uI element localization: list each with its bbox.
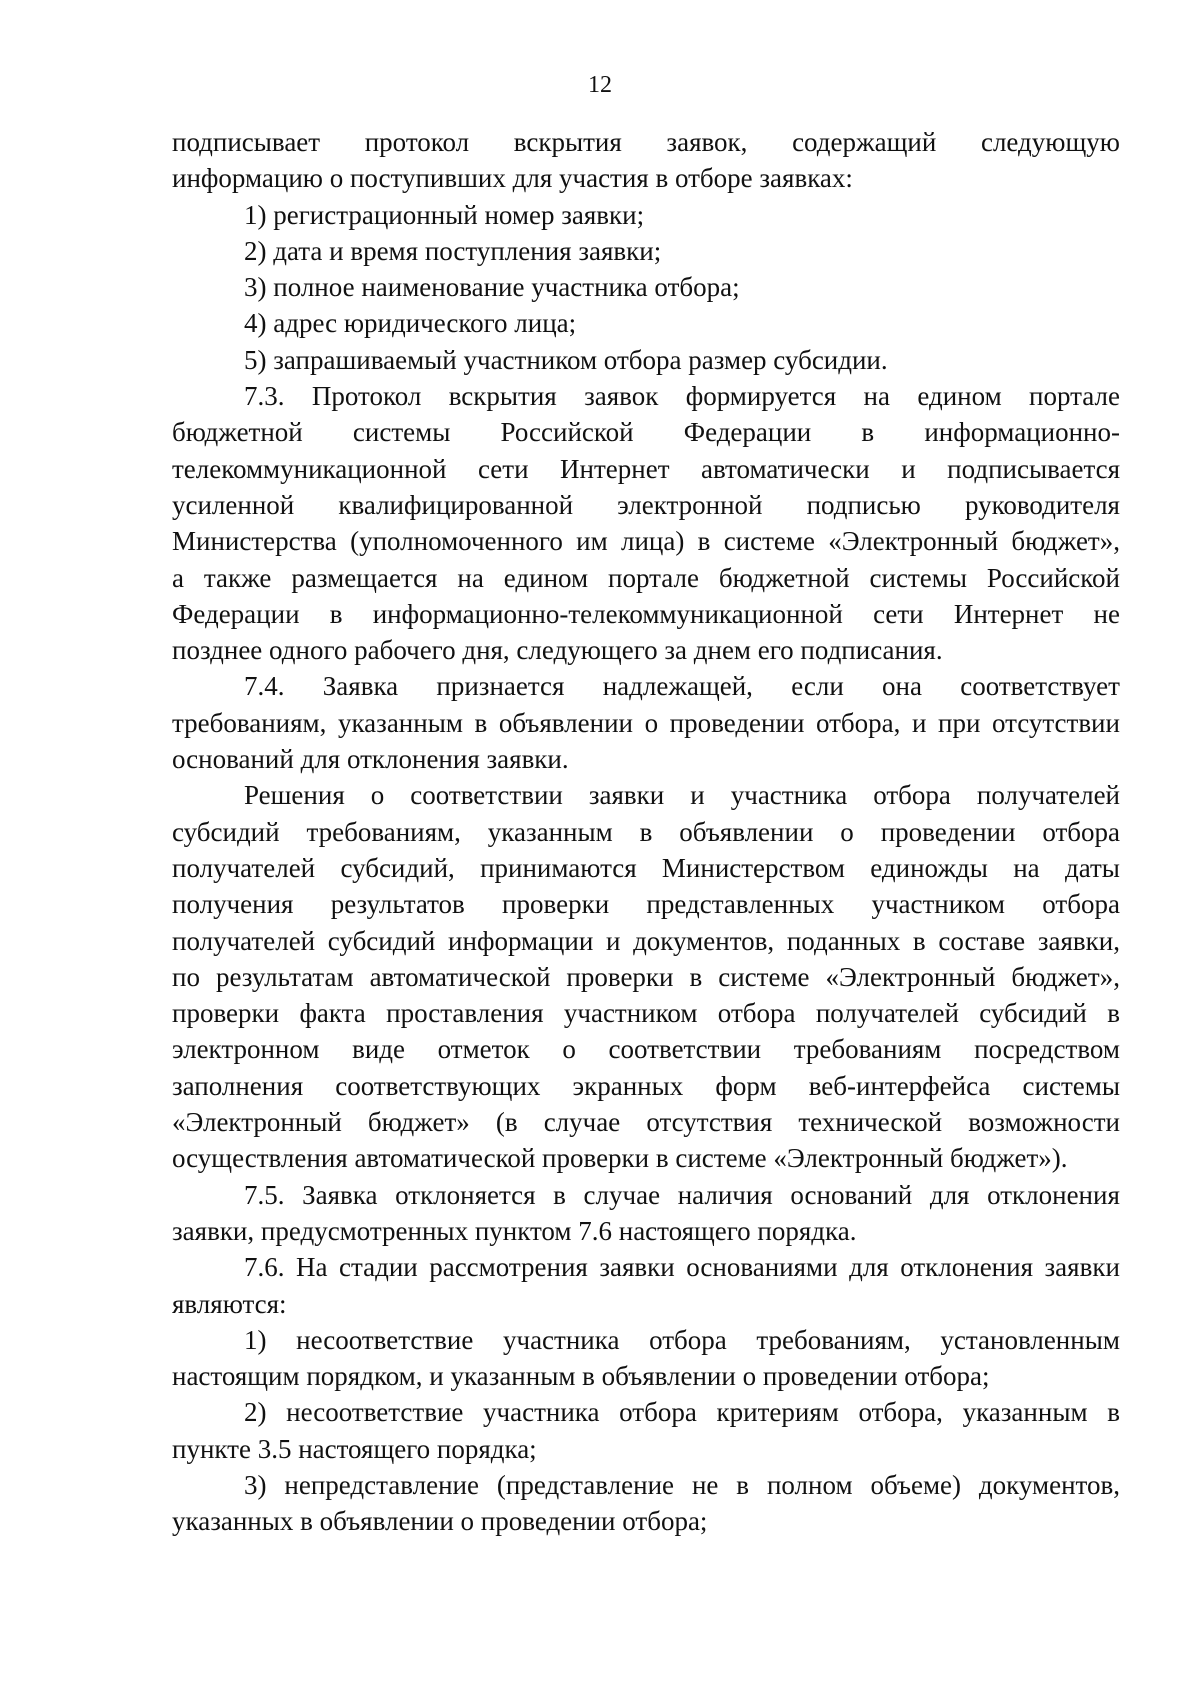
text-line: осуществления автоматической проверки в системе «Электронный бюджет»).: [172, 1143, 1068, 1174]
text-line: заполнения соответствующих экранных форм веб-интерфейса системы: [172, 1070, 1120, 1101]
list-item: [172, 1467, 1120, 1540]
page-number: 12: [588, 72, 612, 98]
text-line: 4) адрес юридического лица;: [244, 308, 577, 339]
text-line: заявки, предусмотренных пунктом 7.6 настоящего порядка.: [172, 1215, 857, 1246]
list-item: [172, 342, 1120, 378]
text-line: субсидий требованиям, указанным в объявлении о проведении отбора: [172, 816, 1120, 847]
text-line: подписывает протокол вскрытия заявок, содержащий следующую: [172, 127, 1120, 157]
paragraph: [172, 668, 1120, 777]
list-item: [172, 305, 1120, 341]
text-line: получения результатов проверки представленных участником отбора: [172, 889, 1120, 920]
text-line: информацию о поступивших для участия в отборе заявках:: [172, 163, 853, 194]
text-line: телекоммуникационной сети Интернет автоматически и подписывается: [172, 453, 1120, 484]
text-line: 3) непредставление (представление не в полном объеме) документов,: [244, 1469, 1120, 1500]
text-line: указанных в объявлении о проведении отбора;: [172, 1506, 708, 1537]
text-line: 1) несоответствие участника отбора требованиям, установленным: [244, 1324, 1120, 1355]
text-line: 7.4. Заявка признается надлежащей, если она соответствует: [244, 671, 1120, 702]
text-line: «Электронный бюджет» (в случае отсутствия технической возможности: [172, 1107, 1120, 1138]
list-item: [172, 1322, 1120, 1395]
list-item: [172, 269, 1120, 305]
list-item: [172, 197, 1120, 233]
text-line: бюджетной системы Российской Федерации в информационно-: [172, 417, 1120, 448]
paragraph: [172, 1249, 1120, 1322]
text-line: по результатам автоматической проверки в системе «Электронный бюджет»,: [172, 961, 1120, 992]
text-line: требованиям, указанным в объявлении о проведении отбора, и при отсутствии: [172, 707, 1120, 738]
text-line: электронном виде отметок о соответствии требованиям посредством: [172, 1034, 1120, 1065]
text-line: а также размещается на едином портале бюджетной системы Российской: [172, 562, 1120, 593]
list-item: [172, 1394, 1120, 1467]
text-line: 7.3. Протокол вскрытия заявок формируется на едином портале: [244, 381, 1120, 412]
paragraph: [172, 1177, 1120, 1250]
paragraph: [172, 124, 1120, 197]
text-line: получателей субсидий информации и документов, поданных в составе заявки,: [172, 925, 1120, 956]
text-line: 7.6. На стадии рассмотрения заявки основаниями для отклонения заявки: [244, 1252, 1120, 1283]
paragraph: [172, 777, 1120, 1176]
text-line: 1) регистрационный номер заявки;: [244, 199, 645, 230]
text-line: позднее одного рабочего дня, следующего за днем его подписания.: [172, 635, 943, 666]
text-line: 5) запрашиваемый участником отбора размер субсидии.: [244, 344, 888, 375]
document-body: [172, 124, 1120, 1540]
text-line: 2) дата и время поступления заявки;: [244, 235, 662, 266]
text-line: оснований для отклонения заявки.: [172, 744, 569, 775]
text-line: 7.5. Заявка отклоняется в случае наличия оснований для отклонения: [244, 1179, 1120, 1210]
text-line: Федерации в информационно-телекоммуникационной сети Интернет не: [172, 598, 1120, 629]
text-line: пункте 3.5 настоящего порядка;: [172, 1433, 537, 1464]
text-line: Решения о соответствии заявки и участника отбора получателей: [244, 780, 1120, 811]
text-line: Министерства (уполномоченного им лица) в системе «Электронный бюджет»,: [172, 526, 1120, 557]
text-line: 3) полное наименование участника отбора;: [244, 272, 740, 303]
text-line: являются:: [172, 1288, 287, 1319]
text-line: настоящим порядком, и указанным в объявлении о проведении отбора;: [172, 1361, 990, 1392]
text-line: проверки факта проставления участником отбора получателей субсидий в: [172, 998, 1120, 1029]
list-item: [172, 233, 1120, 269]
paragraph: [172, 378, 1120, 668]
text-line: усиленной квалифицированной электронной подписью руководителя: [172, 489, 1120, 520]
text-line: получателей субсидий, принимаются Министерством единожды на даты: [172, 852, 1120, 883]
text-line: 2) несоответствие участника отбора критериям отбора, указанным в: [244, 1397, 1120, 1428]
